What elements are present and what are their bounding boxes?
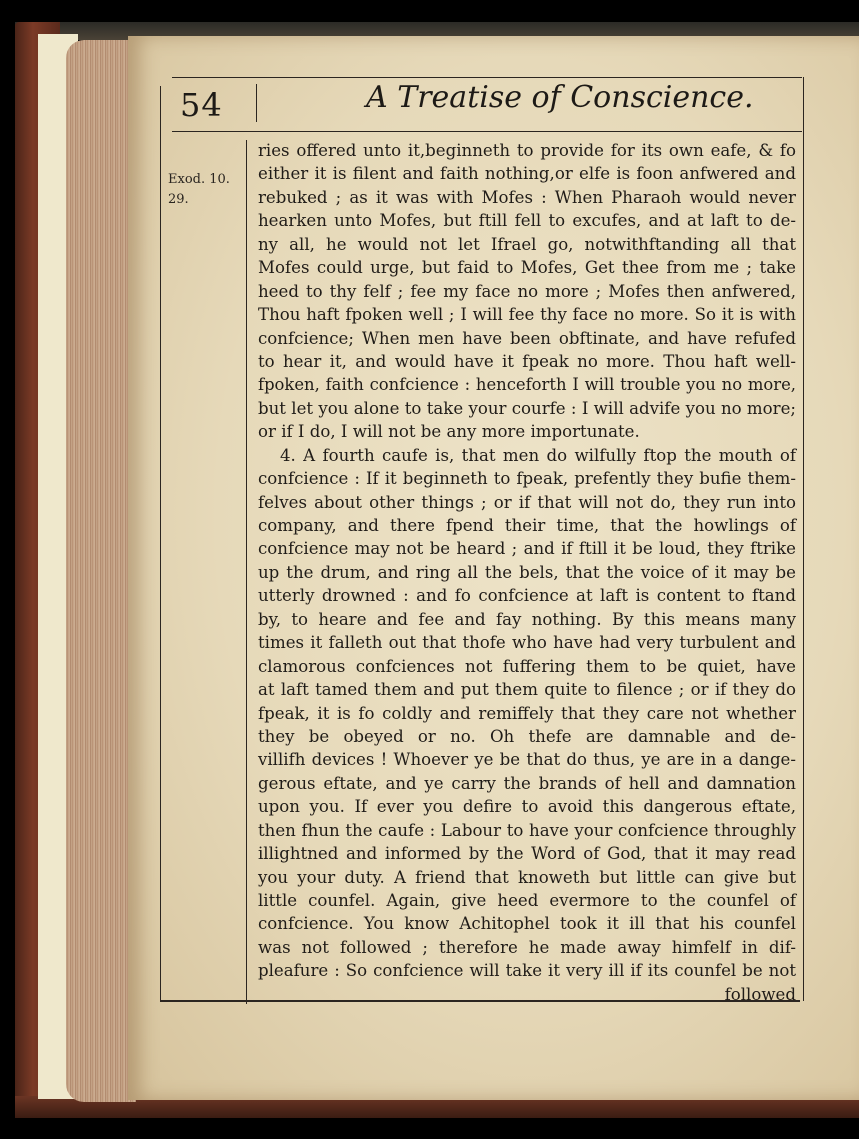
text-line: pleafure : So confcience will take it very ill if its counfel be not <box>258 961 796 981</box>
text-line: then fhun the caufe : Labour to have your confcience throughly <box>258 820 796 840</box>
body-text <box>258 139 796 1006</box>
paragraph-start-line: 4. A fourth caufe is, that men do wilfully ftop the mouth of <box>280 445 796 465</box>
text-line: clamorous confciences not fuffering them to be quiet, have <box>258 656 796 676</box>
text-line: felves about other things ; or if that will not do, they run into <box>258 492 796 512</box>
margin-note-line: Exod. 10. <box>168 172 230 187</box>
text-line: they be obeyed or no. Oh thefe are damnable and de- <box>258 726 796 746</box>
text-line: little counfel. Again, give heed evermore to the counfel of <box>258 891 796 910</box>
page-edges <box>66 40 136 1102</box>
text-line: confcience may not be heard ; and if ftill it be loud, they ftrike <box>258 539 796 559</box>
page-number: 54 <box>180 86 223 124</box>
page-number-separator <box>256 84 257 122</box>
text-line: company, and there fpend their time, that the howlings of <box>258 516 796 535</box>
text-line: or if I do, I will not be any more importunate. <box>258 422 640 442</box>
text-line: up the drum, and ring all the bels, that the voice of it may be <box>258 562 796 582</box>
text-line: at laft tamed them and put them quite to filence ; or if they do <box>258 680 796 700</box>
text-line: confcience : If it beginneth to fpeak, prefently they bufie them- <box>258 469 796 489</box>
text-line: villifh devices ! Whoever ye be that do thus, ye are in a dange- <box>258 750 796 770</box>
text-line: you your duty. A friend that knoweth but little can give but <box>258 867 796 887</box>
text-line: times it falleth out that thofe who have had very turbulent and <box>258 633 796 653</box>
text-line: Thou haft fpoken well ; I will fee thy face no more. So it is with <box>258 305 796 325</box>
text-line: confcience; When men have been obftinate, and have refufed <box>258 328 796 348</box>
running-title: A Treatise of Conscience. <box>366 80 754 115</box>
text-line: utterly drowned : and fo confcience at laft is content to ftand <box>258 586 796 606</box>
margin-note-line: 29. <box>168 192 189 207</box>
catchword: followed <box>724 984 796 1004</box>
text-line: by, to heare and fee and fay nothing. By this means many <box>258 609 796 629</box>
text-line: either it is filent and faith nothing,or elfe is foon anfwered and <box>258 164 796 184</box>
text-line: gerous eftate, and ye carry the brands of hell and damnation <box>258 773 796 793</box>
text-line: ries offered unto it,beginneth to provide for its own eafe, & fo <box>258 141 796 160</box>
text-line: was not followed ; therefore he made away himfelf in dif- <box>258 937 796 957</box>
right-border-rule <box>803 77 804 1001</box>
text-line: fpoken, faith confcience : henceforth I will trouble you no more, <box>258 375 796 395</box>
margin-rule <box>246 140 247 1004</box>
text-line: to hear it, and would have it fpeak no more. Thou haft well- <box>258 351 796 371</box>
text-line: Mofes could urge, but faid to Mofes, Get thee from me ; take <box>258 258 796 278</box>
text-line: rebuked ; as it was with Mofes : When Pharaoh would never <box>258 187 796 207</box>
top-rule <box>172 77 802 78</box>
text-line: ny all, he would not let Ifrael go, notwithftanding all that <box>258 234 796 254</box>
header-rule <box>172 131 802 132</box>
margin-note <box>168 170 230 210</box>
text-line: confcience. You know Achitophel took it ill that his counfel <box>258 914 796 934</box>
text-line: but let you alone to take your courfe : I will advife you no more; <box>258 398 796 418</box>
left-border-rule <box>160 86 161 1002</box>
text-line: hearken unto Mofes, but ftill fell to excufes, and at laft to de- <box>258 211 796 231</box>
text-line: illightned and informed by the Word of God, that it may read <box>258 844 796 864</box>
text-line: heed to thy felf ; fee my face no more ; Mofes then anfwered, <box>258 281 796 301</box>
text-line: fpeak, it is fo coldly and remiffely that they care not whether <box>258 703 796 723</box>
text-line: upon you. If ever you defire to avoid this dangerous eftate, <box>258 797 796 817</box>
